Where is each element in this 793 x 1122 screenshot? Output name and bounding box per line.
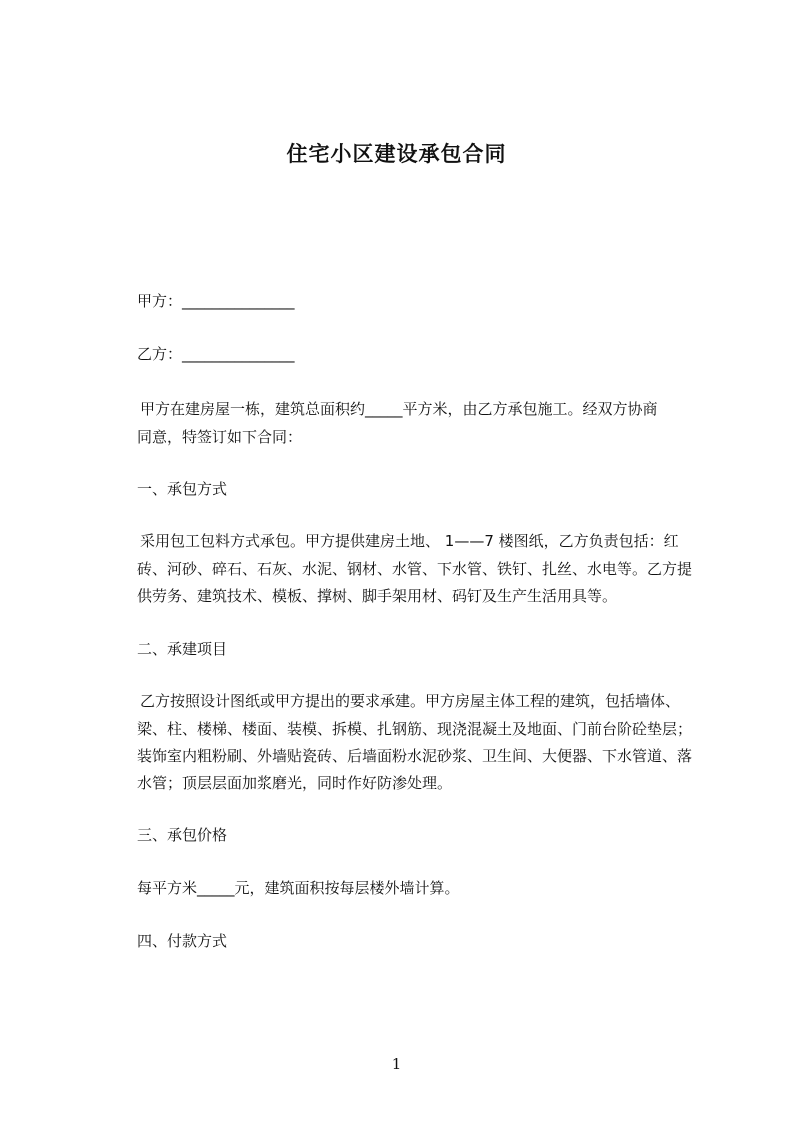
section-2-line-1: 乙方按照设计图纸或甲方提出的要求承建。甲方房屋主体工程的建筑，包括墙体、 bbox=[140, 692, 681, 710]
section-3-line-1: 每平方米_____元，建筑面积按每层楼外墙计算。 bbox=[137, 879, 460, 897]
section-2-line-2: 梁、柱、楼梯、楼面、装模、拆模、扎钢筋、现浇混凝土及地面、门前台阶砼垫层； bbox=[137, 720, 693, 738]
page-number: 1 bbox=[391, 1055, 402, 1073]
document-title: 住宅小区建设承包合同 bbox=[286, 142, 507, 166]
party-a-line: 甲方：_______________ bbox=[137, 292, 295, 310]
intro-line-2: 同意，特签订如下合同： bbox=[137, 428, 303, 446]
party-b-line: 乙方：_______________ bbox=[137, 345, 295, 363]
section-1-line-1: 采用包工包料方式承包。甲方提供建房土地、 1——7 楼图纸，乙方负责包括：红 bbox=[140, 532, 679, 550]
section-2-line-4: 水管；顶层层面加浆磨光，同时作好防渗处理。 bbox=[137, 774, 453, 792]
section-1-heading: 一、承包方式 bbox=[137, 480, 228, 498]
section-1-line-3: 供劳务、建筑技术、模板、撑树、脚手架用材、码钉及生产生活用具等。 bbox=[137, 587, 618, 605]
section-2-line-3: 装饰室内粗粉刷、外墙贴瓷砖、后墙面粉水泥砂浆、卫生间、大便器、下水管道、落 bbox=[137, 747, 693, 765]
section-3-heading: 三、承包价格 bbox=[137, 826, 228, 844]
section-4-heading: 四、付款方式 bbox=[137, 932, 228, 950]
intro-line-1: 甲方在建房屋一栋，建筑总面积约_____平方米，由乙方承包施工。经双方协商 bbox=[140, 400, 658, 418]
section-1-line-2: 砖、河砂、碎石、石灰、水泥、钢材、水管、下水管、铁钉、扎丝、水电等。乙方提 bbox=[137, 560, 693, 578]
section-2-heading: 二、承建项目 bbox=[137, 640, 228, 658]
